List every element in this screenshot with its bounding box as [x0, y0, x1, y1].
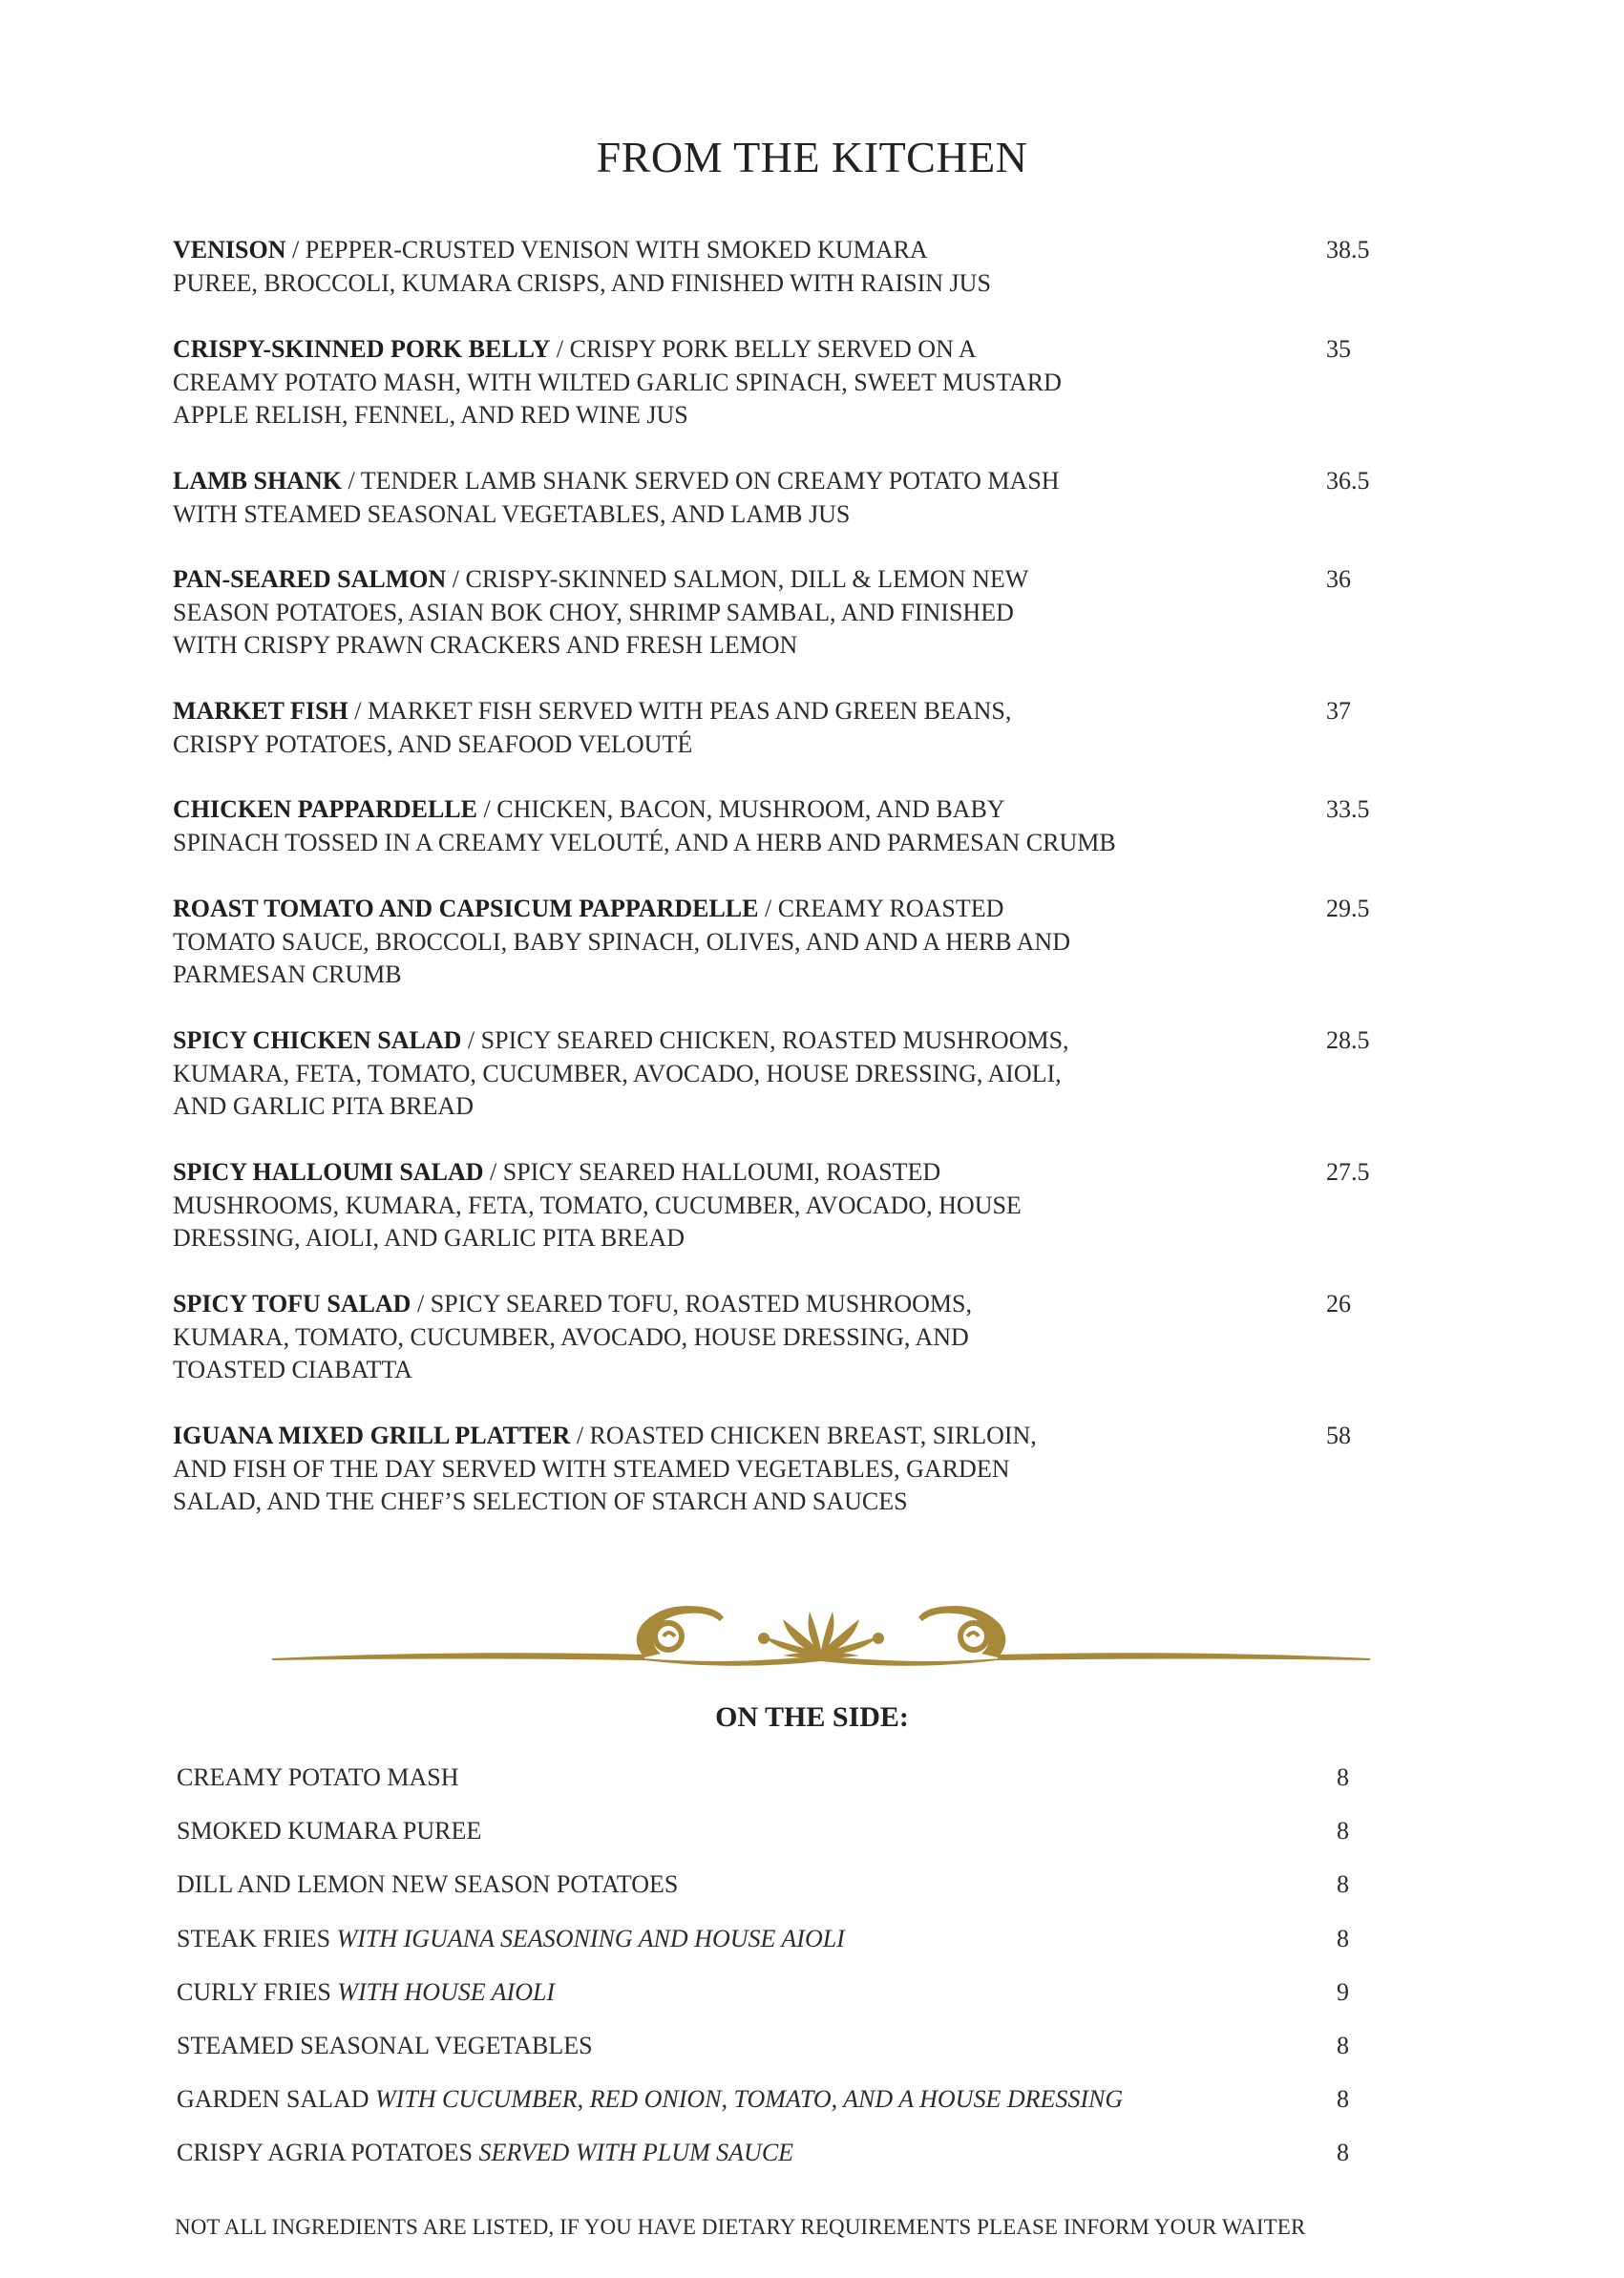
side-item	[177, 1762, 1360, 1793]
dish-name: SPICY CHICKEN SALAD	[173, 1026, 462, 1054]
side-item	[177, 2031, 1360, 2061]
menu-item-mixed-grill-platter	[173, 1420, 1395, 1519]
side-item	[177, 1869, 1360, 1900]
dish-price: 36	[1326, 565, 1351, 593]
side-item-name: CREAMY POTATO MASH	[177, 1763, 459, 1791]
menu-item-spicy-chicken-salad	[173, 1024, 1395, 1124]
dish-name: CHICKEN PAPPARDELLE	[173, 795, 477, 823]
dish-description	[173, 793, 1261, 859]
dish-description-line1: / SPICY SEARED HALLOUMI, ROASTED	[483, 1158, 941, 1186]
dish-description-line1: / CREAMY ROASTED	[758, 895, 1004, 922]
menu-item-halloumi-salad	[173, 1156, 1395, 1255]
dish-description-line3: DRESSING, AIOLI, AND GARLIC PITA BREAD	[173, 1224, 685, 1252]
dish-description	[173, 695, 1261, 761]
menu-item-salmon	[173, 563, 1395, 663]
dish-description-line2: SPINACH TOSSED IN A CREAMY VELOUTÉ, AND A HERB AND PARMESAN CRUMB	[173, 828, 1116, 856]
dish-description	[173, 234, 1261, 300]
dish-description-line1: / ROASTED CHICKEN BREAST, SIRLOIN,	[570, 1422, 1037, 1449]
dish-description-line2: CREAMY POTATO MASH, WITH WILTED GARLIC SPINACH, SWEET MUSTARD	[173, 368, 1062, 396]
dish-description-line3: APPLE RELISH, FENNEL, AND RED WINE JUS	[173, 401, 688, 429]
gold-scroll-flourish-icon	[267, 1585, 1375, 1680]
side-item-name: CRISPY AGRIA POTATOES	[177, 2139, 479, 2166]
dish-description-line2: MUSHROOMS, KUMARA, FETA, TOMATO, CUCUMBER, AVOCADO, HOUSE	[173, 1191, 1022, 1219]
dish-description-line3: SALAD, AND THE CHEF’S SELECTION OF STARCH AND SAUCES	[173, 1487, 908, 1515]
dish-description-line2: KUMARA, FETA, TOMATO, CUCUMBER, AVOCADO, HOUSE DRESSING, AIOLI,	[173, 1059, 1062, 1087]
side-item-note: SERVED WITH PLUM SAUCE	[478, 2139, 794, 2166]
side-item	[177, 1924, 1360, 1954]
side-item-name: SMOKED KUMARA PUREE	[177, 1817, 482, 1845]
menu-item-venison	[173, 234, 1395, 300]
dish-price: 26	[1326, 1290, 1351, 1318]
dish-name: SPICY TOFU SALAD	[173, 1290, 411, 1318]
dish-price: 27.5	[1326, 1158, 1370, 1186]
side-item-name: DILL AND LEMON NEW SEASON POTATOES	[177, 1870, 679, 1898]
side-item	[177, 1816, 1360, 1846]
side-item-note: WITH HOUSE AIOLI	[337, 1978, 556, 2006]
dish-description-line2: CRISPY POTATOES, AND SEAFOOD VELOUTÉ	[173, 729, 693, 758]
side-item-note: WITH IGUANA SEASONING AND HOUSE AIOLI	[336, 1925, 845, 1952]
menu-item-tomato-pappardelle	[173, 893, 1395, 992]
dish-description-line2: TOMATO SAUCE, BROCCOLI, BABY SPINACH, OLIVES, AND AND A HERB AND	[173, 927, 1070, 956]
dish-description-line1: / MARKET FISH SERVED WITH PEAS AND GREEN BEANS,	[348, 697, 1012, 725]
side-item-price: 8	[1337, 2032, 1349, 2059]
dish-description	[173, 333, 1261, 432]
dish-description-line2: SEASON POTATOES, ASIAN BOK CHOY, SHRIMP SAMBAL, AND FINISHED	[173, 598, 1014, 626]
dish-description-line2: KUMARA, TOMATO, CUCUMBER, AVOCADO, HOUSE DRESSING, AND	[173, 1322, 969, 1351]
dish-description	[173, 893, 1261, 992]
dish-description-line3: AND GARLIC PITA BREAD	[173, 1092, 474, 1120]
side-item-name: STEAMED SEASONAL VEGETABLES	[177, 2032, 593, 2059]
dish-description-line2: WITH STEAMED SEASONAL VEGETABLES, AND LAMB JUS	[173, 499, 851, 528]
dish-price: 58	[1326, 1422, 1351, 1449]
side-item-price: 8	[1337, 1763, 1349, 1791]
dish-description-line1: / CRISPY-SKINNED SALMON, DILL & LEMON NEW	[446, 565, 1029, 593]
dish-description-line2: AND FISH OF THE DAY SERVED WITH STEAMED VEGETABLES, GARDEN	[173, 1454, 1010, 1483]
side-item	[177, 2084, 1360, 2115]
dish-name: SPICY HALLOUMI SALAD	[173, 1158, 484, 1186]
side-item-name: GARDEN SALAD	[177, 2085, 375, 2113]
side-item-price: 8	[1337, 2085, 1349, 2113]
side-item	[177, 1977, 1360, 2008]
dish-description	[173, 1288, 1261, 1387]
dish-description-line3: TOASTED CIABATTA	[173, 1356, 412, 1383]
dish-description-line3: WITH CRISPY PRAWN CRACKERS AND FRESH LEMON	[173, 631, 798, 659]
side-item-price: 8	[1337, 2139, 1349, 2166]
dish-description	[173, 563, 1261, 663]
dish-name: PAN-SEARED SALMON	[173, 565, 447, 593]
side-item-price: 8	[1337, 1817, 1349, 1845]
dietary-disclaimer: NOT ALL INGREDIENTS ARE LISTED, IF YOU HAVE DIETARY REQUIREMENTS PLEASE INFORM YOUR WAITER	[175, 2215, 1306, 2239]
dish-name: VENISON	[173, 236, 286, 264]
menu-item-tofu-salad	[173, 1288, 1395, 1387]
dish-description-line3: PARMESAN CRUMB	[173, 960, 402, 988]
menu-item-lamb-shank	[173, 465, 1395, 531]
dish-price: 33.5	[1326, 795, 1370, 823]
page-title: FROM THE KITCHEN	[596, 133, 1028, 181]
dish-description	[173, 1156, 1261, 1255]
dish-description-line1: / SPICY SEARED TOFU, ROASTED MUSHROOMS,	[411, 1290, 972, 1318]
dish-price: 38.5	[1326, 236, 1370, 264]
dish-name: ROAST TOMATO AND CAPSICUM PAPPARDELLE	[173, 895, 759, 922]
side-item-price: 9	[1337, 1978, 1349, 2006]
dish-price: 29.5	[1326, 895, 1370, 922]
dish-description	[173, 1024, 1261, 1124]
dish-name: CRISPY-SKINNED PORK BELLY	[173, 335, 551, 363]
dish-description-line1: / TENDER LAMB SHANK SERVED ON CREAMY POTATO MASH	[341, 467, 1060, 495]
menu-item-pork-belly	[173, 333, 1395, 432]
sides-section-title: ON THE SIDE:	[715, 1701, 909, 1733]
side-item	[177, 2138, 1360, 2168]
side-item-price: 8	[1337, 1925, 1349, 1952]
dish-name: IGUANA MIXED GRILL PLATTER	[173, 1422, 571, 1449]
side-item-name: CURLY FRIES	[177, 1978, 338, 2006]
dish-price: 35	[1326, 335, 1351, 363]
menu-item-market-fish	[173, 695, 1395, 761]
dish-description-line1: / CHICKEN, BACON, MUSHROOM, AND BABY	[477, 795, 1005, 823]
dish-name: MARKET FISH	[173, 697, 348, 725]
dish-description-line1: / CRISPY PORK BELLY SERVED ON A	[550, 335, 977, 363]
side-item-note: WITH CUCUMBER, RED ONION, TOMATO, AND A HOUSE DRESSING	[375, 2085, 1124, 2113]
dish-price: 37	[1326, 697, 1351, 725]
dish-description	[173, 1420, 1261, 1519]
side-item-price: 8	[1337, 1870, 1349, 1898]
dish-description-line1: / PEPPER-CRUSTED VENISON WITH SMOKED KUMARA	[285, 236, 928, 264]
dish-price: 28.5	[1326, 1026, 1370, 1054]
dish-description-line1: / SPICY SEARED CHICKEN, ROASTED MUSHROOMS,	[461, 1026, 1069, 1054]
menu-item-chicken-pappardelle	[173, 793, 1395, 859]
side-item-name: STEAK FRIES	[177, 1925, 337, 1952]
dish-name: LAMB SHANK	[173, 467, 342, 495]
dish-price: 36.5	[1326, 467, 1370, 495]
dish-description	[173, 465, 1261, 531]
dish-description-line2: PUREE, BROCCOLI, KUMARA CRISPS, AND FINISHED WITH RAISIN JUS	[173, 268, 991, 297]
